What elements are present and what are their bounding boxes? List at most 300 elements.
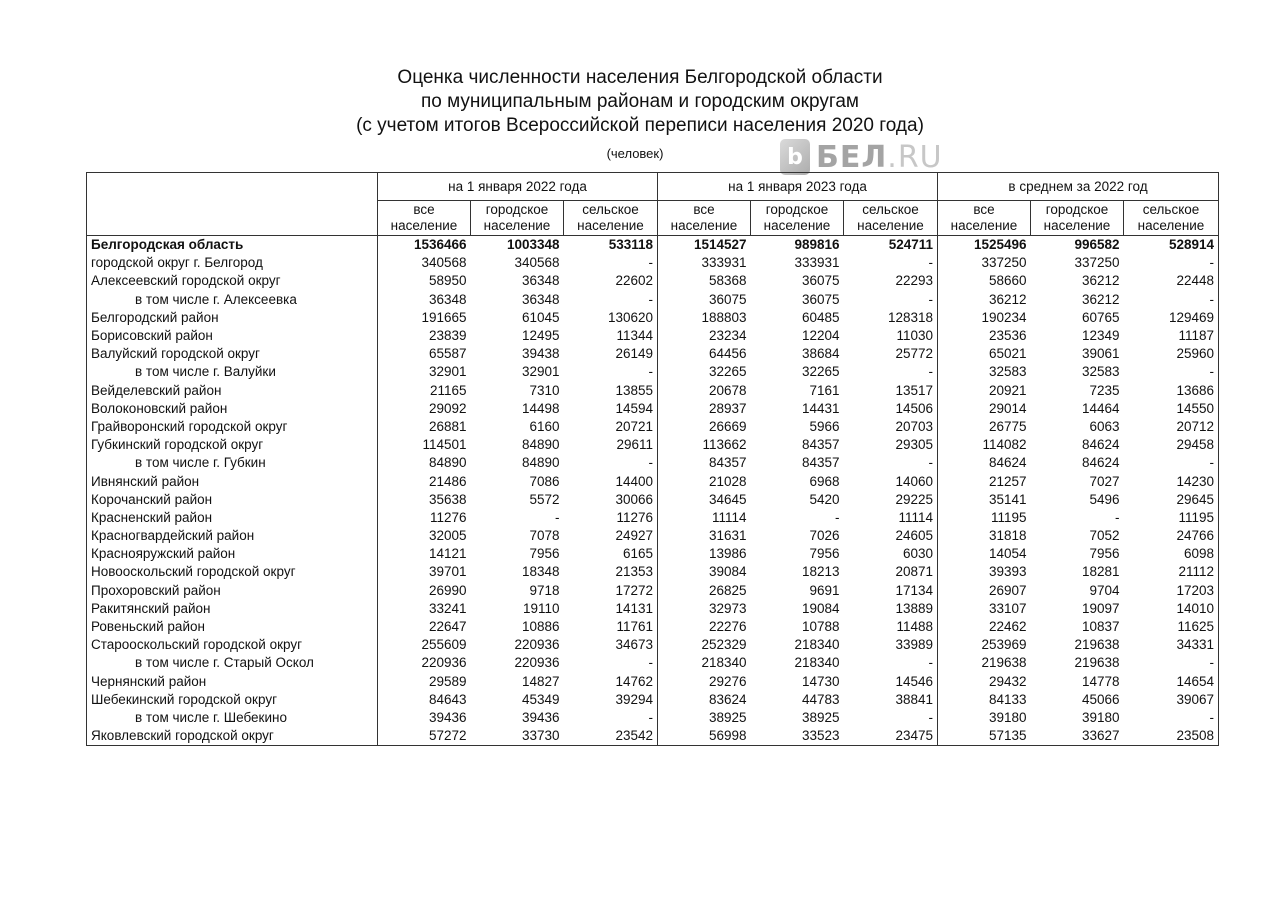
table-cell: 7235 — [1089, 382, 1120, 398]
table-cell: 10788 — [801, 619, 840, 635]
column-header-line-1: сельское — [862, 202, 919, 217]
table-cell: 33107 — [988, 600, 1027, 616]
table-cell: 57272 — [378, 727, 471, 746]
table-cell: - — [564, 254, 658, 272]
column-header-line-2: население — [577, 218, 644, 233]
table-body — [87, 236, 1219, 746]
table-cell: - — [1124, 654, 1219, 672]
column-header — [658, 201, 751, 236]
column-header — [751, 201, 844, 236]
table-cell: - — [844, 363, 938, 381]
row-name: в том числе г. Старый Оскол — [87, 654, 378, 672]
table-cell: 14654 — [1124, 673, 1219, 691]
table-cell: 7052 — [1089, 528, 1120, 544]
table-cell: 13686 — [1124, 382, 1219, 400]
table-cell: 36212 — [988, 291, 1027, 307]
table-cell: 65021 — [988, 346, 1027, 362]
table-cell: 84133 — [988, 691, 1027, 707]
table-cell: 20712 — [1124, 418, 1219, 436]
table-cell: 1514527 — [693, 237, 747, 253]
table-cell: 14054 — [988, 546, 1027, 562]
row-name: Старооскольский городской округ — [87, 636, 378, 654]
group-header-2023-jan: на 1 января 2023 года — [658, 173, 938, 201]
row-name: Прохоровский район — [87, 582, 378, 600]
column-header — [564, 201, 658, 236]
table-cell: 17134 — [844, 582, 938, 600]
table-cell: 35638 — [428, 491, 467, 507]
table-cell: 11114 — [711, 509, 747, 525]
table-cell: 29611 — [564, 436, 658, 454]
table-row — [87, 291, 1219, 309]
table-row — [87, 309, 1219, 327]
table-cell: 36348 — [428, 291, 467, 307]
column-header — [1124, 201, 1219, 236]
table-cell: 39438 — [521, 346, 560, 362]
table-cell: 20678 — [708, 382, 747, 398]
table-cell: 255609 — [421, 637, 467, 653]
table-cell: 84357 — [801, 437, 840, 453]
table-cell: 45349 — [521, 691, 560, 707]
table-cell: 23508 — [1124, 727, 1219, 746]
table-cell: - — [555, 509, 560, 525]
table-cell: 1003348 — [506, 237, 560, 253]
table-cell: 12495 — [521, 328, 560, 344]
row-name: Краснояружский район — [87, 545, 378, 563]
table-cell: 6063 — [1089, 418, 1120, 434]
column-header-line-1: все — [413, 202, 435, 217]
logo-mark-icon: b — [780, 139, 810, 175]
table-cell: 218340 — [794, 637, 840, 653]
column-header — [844, 201, 938, 236]
table-cell: 11276 — [564, 509, 658, 527]
table-cell: 14121 — [428, 546, 467, 562]
table-cell: 21257 — [988, 473, 1027, 489]
table-cell: 29092 — [428, 400, 467, 416]
column-header-line-1: городское — [765, 202, 829, 217]
column-header — [938, 201, 1031, 236]
table-cell: 7956 — [1089, 546, 1120, 562]
column-header-line-2: население — [857, 218, 924, 233]
row-name: Яковлевский городской округ — [87, 727, 378, 746]
row-name: Борисовский район — [87, 327, 378, 345]
table-cell: - — [1124, 709, 1219, 727]
table-cell: 24605 — [844, 527, 938, 545]
table-cell: 14131 — [564, 600, 658, 618]
table-row — [87, 654, 1219, 672]
table-cell: - — [844, 654, 938, 672]
table-cell: 22276 — [708, 619, 747, 635]
table-cell: 130620 — [564, 309, 658, 327]
table-cell: 44783 — [801, 691, 840, 707]
column-header-line-2: население — [670, 218, 738, 233]
table-cell: 22602 — [564, 272, 658, 290]
table-cell: 113662 — [702, 437, 747, 453]
table-cell: 84624 — [1081, 437, 1120, 453]
table-cell: 32265 — [708, 364, 747, 380]
table-cell: 12349 — [1081, 328, 1120, 344]
table-cell: 11195 — [990, 509, 1027, 525]
table-cell: 30066 — [564, 491, 658, 509]
table-row — [87, 691, 1219, 709]
table-cell: 7310 — [529, 382, 560, 398]
table-cell: 84357 — [801, 455, 840, 471]
table-cell: 84624 — [1081, 455, 1120, 471]
table-row — [87, 345, 1219, 363]
table-cell: 128318 — [844, 309, 938, 327]
table-cell: 219638 — [981, 655, 1027, 671]
group-header-2022-avg: в среднем за 2022 год — [938, 173, 1219, 201]
table-cell: 6160 — [529, 418, 560, 434]
table-cell: 20921 — [988, 382, 1027, 398]
table-cell: - — [1124, 363, 1219, 381]
table-cell: 18281 — [1081, 564, 1120, 580]
table-cell: 218340 — [701, 655, 747, 671]
column-header-line-2: население — [483, 218, 551, 233]
table-cell: 14594 — [564, 400, 658, 418]
table-cell: 36075 — [708, 291, 747, 307]
unit-label: (человек) — [606, 146, 664, 161]
table-row — [87, 727, 1219, 746]
row-name: Красненский район — [87, 509, 378, 527]
table-cell: 38925 — [801, 709, 840, 725]
table-cell: 14506 — [844, 400, 938, 418]
table-row — [87, 400, 1219, 418]
table-cell: 996582 — [1074, 237, 1120, 253]
table-cell: 39294 — [564, 691, 658, 709]
watermark-logo — [780, 138, 943, 176]
table-cell: 23536 — [988, 328, 1027, 344]
table-cell: 19110 — [522, 600, 560, 616]
table-cell: 13889 — [844, 600, 938, 618]
table-cell: 9704 — [1089, 582, 1120, 598]
table-cell: 33523 — [751, 727, 844, 746]
table-cell: 11030 — [844, 327, 938, 345]
table-row — [87, 563, 1219, 581]
table-cell: 7027 — [1089, 473, 1120, 489]
table-cell: 524711 — [844, 236, 938, 255]
table-cell: 14546 — [844, 673, 938, 691]
table-cell: 22647 — [428, 619, 467, 635]
row-name: Новооскольский городской округ — [87, 563, 378, 581]
table-cell: 22462 — [988, 619, 1027, 635]
table-cell: 32583 — [1081, 364, 1120, 380]
table-row — [87, 582, 1219, 600]
table-cell: 39436 — [428, 709, 467, 725]
title-line-2: по муниципальным районам и городским округам — [421, 91, 859, 112]
table-cell: 38841 — [844, 691, 938, 709]
table-cell: 84890 — [521, 455, 560, 471]
table-cell: - — [1124, 291, 1219, 309]
table-cell: 6030 — [844, 545, 938, 563]
header-corner — [87, 173, 378, 236]
table-cell: 14550 — [1124, 400, 1219, 418]
table-cell: 11114 — [844, 509, 938, 527]
table-cell: 23542 — [564, 727, 658, 746]
table-cell: 7078 — [529, 528, 560, 544]
table-row — [87, 418, 1219, 436]
table-cell: 253969 — [981, 637, 1027, 653]
table-cell: 11761 — [564, 618, 658, 636]
table-cell: 11187 — [1124, 327, 1219, 345]
table-cell: 26669 — [708, 418, 747, 434]
table-cell: 36212 — [1081, 273, 1120, 289]
table-cell: 333931 — [701, 255, 747, 271]
table-cell: 17203 — [1124, 582, 1219, 600]
column-header-line-2: население — [950, 218, 1018, 233]
row-name: городской округ г. Белгород — [87, 254, 378, 272]
table-cell: 29458 — [1124, 436, 1219, 454]
table-cell: 14060 — [844, 472, 938, 490]
table-cell: 36348 — [521, 291, 560, 307]
table-cell: 14827 — [521, 673, 560, 689]
table-row — [87, 327, 1219, 345]
table-cell: 11276 — [429, 509, 467, 525]
table-cell: 33730 — [471, 727, 564, 746]
table-cell: 219638 — [1074, 655, 1120, 671]
table-cell: 84624 — [988, 455, 1027, 471]
table-cell: 36212 — [1081, 291, 1120, 307]
table-cell: 32901 — [521, 364, 560, 380]
table-cell: - — [844, 254, 938, 272]
table-cell: 24766 — [1124, 527, 1219, 545]
table-cell: 29432 — [988, 673, 1027, 689]
table-cell: 31631 — [708, 528, 747, 544]
table-row — [87, 272, 1219, 290]
group-header-2022-jan: на 1 января 2022 года — [378, 173, 658, 201]
table-row — [87, 382, 1219, 400]
table-row — [87, 673, 1219, 691]
table-cell: 22293 — [844, 272, 938, 290]
row-name: Ивнянский район — [87, 472, 378, 490]
table-cell: 26990 — [428, 582, 467, 598]
column-header-line-2: население — [763, 218, 831, 233]
table-cell: 20721 — [564, 418, 658, 436]
row-name: Белгородская область — [87, 236, 378, 255]
table-cell: 14778 — [1081, 673, 1120, 689]
row-name: в том числе г. Валуйки — [87, 363, 378, 381]
table-cell: 29276 — [708, 673, 747, 689]
table-cell: 83624 — [708, 691, 747, 707]
table-cell: 7161 — [809, 382, 840, 398]
table-cell: 6098 — [1124, 545, 1219, 563]
table-cell: 34673 — [564, 636, 658, 654]
table-cell: 22448 — [1124, 272, 1219, 290]
table-cell: 333931 — [794, 255, 840, 271]
table-cell: 84890 — [521, 437, 560, 453]
row-name: Шебекинский городской округ — [87, 691, 378, 709]
table-cell: 7086 — [529, 473, 560, 489]
table-cell: 23475 — [844, 727, 938, 746]
table-cell: 20703 — [844, 418, 938, 436]
table-cell: 29645 — [1124, 491, 1219, 509]
table-row — [87, 600, 1219, 618]
logo-text — [816, 140, 943, 175]
table-cell: 18348 — [521, 564, 560, 580]
row-name: в том числе г. Шебекино — [87, 709, 378, 727]
row-name: Ракитянский район — [87, 600, 378, 618]
table-cell: - — [1124, 454, 1219, 472]
table-cell: 14498 — [521, 400, 560, 416]
table-cell: 39701 — [428, 564, 467, 580]
column-header-line-1: городское — [485, 202, 549, 217]
table-cell: 9691 — [809, 582, 840, 598]
table-cell: 29305 — [844, 436, 938, 454]
table-cell: 60485 — [801, 309, 840, 325]
table-header — [87, 173, 1219, 236]
table-cell: 533118 — [564, 236, 658, 255]
table-cell: 190234 — [981, 309, 1027, 325]
table-cell: - — [1115, 509, 1120, 525]
column-header-line-1: сельское — [582, 202, 639, 217]
table-cell: 13855 — [564, 382, 658, 400]
table-cell: 34645 — [708, 491, 747, 507]
table-cell: 17272 — [564, 582, 658, 600]
table-cell: 188803 — [701, 309, 747, 325]
table-cell: 11195 — [1124, 509, 1219, 527]
table-cell: 7956 — [529, 546, 560, 562]
table-cell: 36075 — [801, 273, 840, 289]
table-cell: 5966 — [809, 418, 840, 434]
column-header — [378, 201, 471, 236]
row-name: Валуйский городской округ — [87, 345, 378, 363]
table-cell: 218340 — [794, 655, 840, 671]
table-cell: 39436 — [521, 709, 560, 725]
table-cell: 10886 — [521, 619, 560, 635]
table-cell: 34331 — [1124, 636, 1219, 654]
table-row — [87, 509, 1219, 527]
table-cell: 84643 — [428, 691, 467, 707]
table-cell: 84357 — [708, 455, 747, 471]
table-cell: - — [564, 654, 658, 672]
table-cell: 28937 — [708, 400, 747, 416]
table-cell: - — [844, 709, 938, 727]
table-cell: 29225 — [844, 491, 938, 509]
table-cell: 31818 — [988, 528, 1027, 544]
table-cell: 39393 — [988, 564, 1027, 580]
row-name: Вейделевский район — [87, 382, 378, 400]
table-cell: 58368 — [708, 273, 747, 289]
table-cell: 84890 — [428, 455, 467, 471]
table-cell: 39067 — [1124, 691, 1219, 709]
table-cell: 21028 — [708, 473, 747, 489]
column-header — [1031, 201, 1124, 236]
column-header-line-1: все — [693, 202, 715, 217]
table-cell: 39084 — [708, 564, 747, 580]
table-row — [87, 363, 1219, 381]
table-cell: 19097 — [1081, 600, 1120, 616]
table-cell: 32005 — [428, 528, 467, 544]
table-cell: 14400 — [564, 472, 658, 490]
table-cell: 35141 — [988, 491, 1027, 507]
table-row — [87, 472, 1219, 490]
title-line-1: Оценка численности населения Белгородской области — [397, 67, 883, 88]
table-cell: 26907 — [988, 582, 1027, 598]
table-cell: 36075 — [801, 291, 840, 307]
table-cell: 337250 — [981, 255, 1027, 271]
table-cell: 26775 — [988, 418, 1027, 434]
table-cell: 64456 — [708, 346, 747, 362]
table-cell: 32583 — [988, 364, 1027, 380]
table-cell: 14230 — [1124, 472, 1219, 490]
table-cell: 7956 — [809, 546, 840, 562]
table-cell: 26149 — [564, 345, 658, 363]
table-cell: 39180 — [988, 709, 1027, 725]
table-cell: 58950 — [428, 273, 467, 289]
table-cell: 6968 — [809, 473, 840, 489]
table-cell: 26881 — [428, 418, 467, 434]
table-cell: 14730 — [801, 673, 840, 689]
row-name: Белгородский район — [87, 309, 378, 327]
table-cell: 39061 — [1081, 346, 1120, 362]
table-cell: 60765 — [1081, 309, 1120, 325]
table-cell: 989816 — [794, 237, 840, 253]
table-cell: 33241 — [428, 600, 467, 616]
table-cell: 32973 — [708, 600, 747, 616]
table-cell: - — [844, 454, 938, 472]
table-cell: 191665 — [421, 309, 467, 325]
table-cell: 114501 — [422, 437, 467, 453]
table-cell: 12204 — [801, 328, 840, 344]
row-name: Красногвардейский район — [87, 527, 378, 545]
table-cell: 252329 — [701, 637, 747, 653]
table-cell: 14010 — [1124, 600, 1219, 618]
table-cell: 25960 — [1124, 345, 1219, 363]
table-cell: 337250 — [1074, 255, 1120, 271]
table-cell: 33989 — [844, 636, 938, 654]
table-cell: 39180 — [1081, 709, 1120, 725]
row-name: в том числе г. Губкин — [87, 454, 378, 472]
table-cell: 57135 — [938, 727, 1031, 746]
table-cell: 65587 — [428, 346, 467, 362]
table-cell: 21353 — [564, 563, 658, 581]
table-cell: 220936 — [514, 637, 560, 653]
row-name: Корочанский район — [87, 491, 378, 509]
table-cell: 29014 — [988, 400, 1027, 416]
table-cell: - — [564, 709, 658, 727]
table-cell: 14464 — [1081, 400, 1120, 416]
table-cell: 114082 — [982, 437, 1027, 453]
table-cell: 38925 — [708, 709, 747, 725]
table-cell: - — [564, 363, 658, 381]
row-name: Алексеевский городской округ — [87, 272, 378, 290]
table-row — [87, 636, 1219, 654]
table-row — [87, 491, 1219, 509]
table-cell: 21112 — [1124, 563, 1219, 581]
table-cell: 29589 — [428, 673, 467, 689]
table-cell: 25772 — [844, 345, 938, 363]
table-cell: 7026 — [809, 528, 840, 544]
table-cell: 10837 — [1081, 619, 1120, 635]
column-header-line-1: все — [973, 202, 995, 217]
table-cell: 13517 — [844, 382, 938, 400]
row-name: Чернянский район — [87, 673, 378, 691]
table-cell: 1536466 — [413, 237, 467, 253]
row-name: Ровеньский район — [87, 618, 378, 636]
table-cell: 56998 — [658, 727, 751, 746]
population-table — [86, 172, 1219, 746]
row-name: Губкинский городской округ — [87, 436, 378, 454]
table-cell: 23234 — [708, 328, 747, 344]
table-cell: 14431 — [801, 400, 840, 416]
column-header — [471, 201, 564, 236]
table-cell: 19084 — [801, 600, 840, 616]
row-name: в том числе г. Алексеевка — [87, 291, 378, 309]
title-line-3: (с учетом итогов Всероссийской переписи населения 2020 года) — [356, 115, 924, 136]
table-row — [87, 254, 1219, 272]
table-row — [87, 618, 1219, 636]
table-cell: 11488 — [844, 618, 938, 636]
row-name: Волоконовский район — [87, 400, 378, 418]
